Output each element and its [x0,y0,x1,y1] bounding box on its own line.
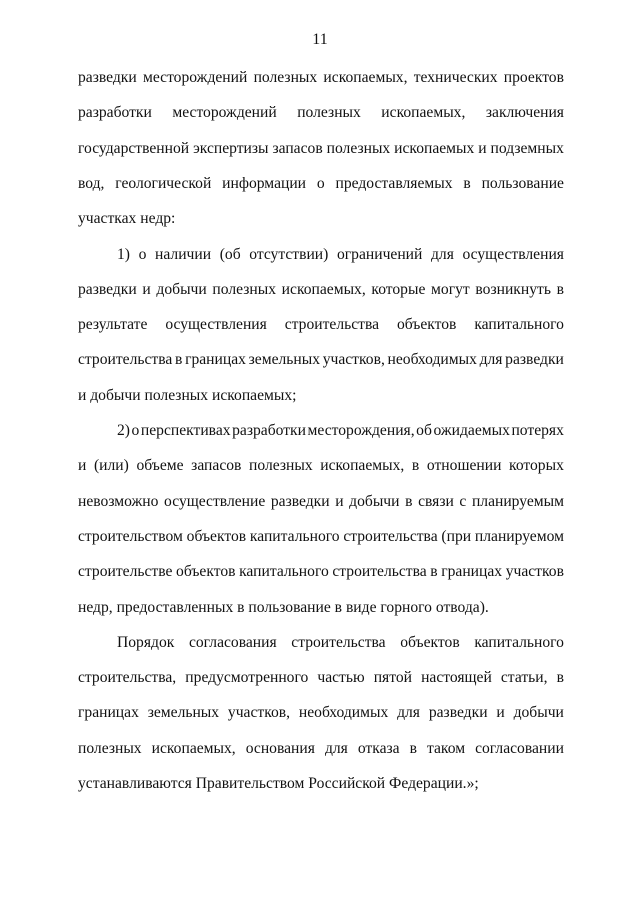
text-line: разведки месторождений полезных ископаемых, технических проектов [78,69,564,86]
text-line: границах земельных участков, необходимых для разведки и добычи [78,704,564,722]
text-line: устанавливаются Правительством Российской Федерации.»; [78,775,479,792]
text-line: и добычи полезных ископаемых; [78,386,297,404]
text-line: строительства в границах земельных участков, необходимых для разведки [78,351,564,369]
text-line: участках недр: [78,210,176,228]
text-line: строительства, предусмотренного частью пятой настоящей статьи, в [78,669,564,687]
text-line: 2) о перспективах разработки месторождения, об ожидаемых потерях [117,422,564,439]
text-line: 1) о наличии (об отсутствии) ограничений для осуществления [117,245,564,263]
text-line: результате осуществления строительства объектов капитального [78,316,564,334]
text-line: недр, предоставленных в пользование в виде горного отвода). [78,598,489,616]
text-line: государственной экспертизы запасов полезных ископаемых и подземных [78,139,564,157]
text-line: строительстве объектов капитального строительства в границах участков [78,563,564,581]
text-line: разведки и добычи полезных ископаемых, которые могут возникнуть в [78,280,564,298]
text-line: строительством объектов капитального строительства (при планируемом [78,527,564,545]
text-line: и (или) объеме запасов полезных ископаемых, в отношении которых [78,457,564,475]
text-line: вод, геологической информации о предоставляемых в пользование [78,174,564,192]
text-line: полезных ископаемых, основания для отказа в таком согласовании [78,739,564,757]
page-number: 11 [312,31,328,48]
text-line: Порядок согласования строительства объектов капитального [117,633,564,651]
text-line: разработки месторождений полезных ископаемых, заключения [78,104,564,122]
text-line: невозможно осуществление разведки и добычи в связи с планируемым [78,492,564,510]
